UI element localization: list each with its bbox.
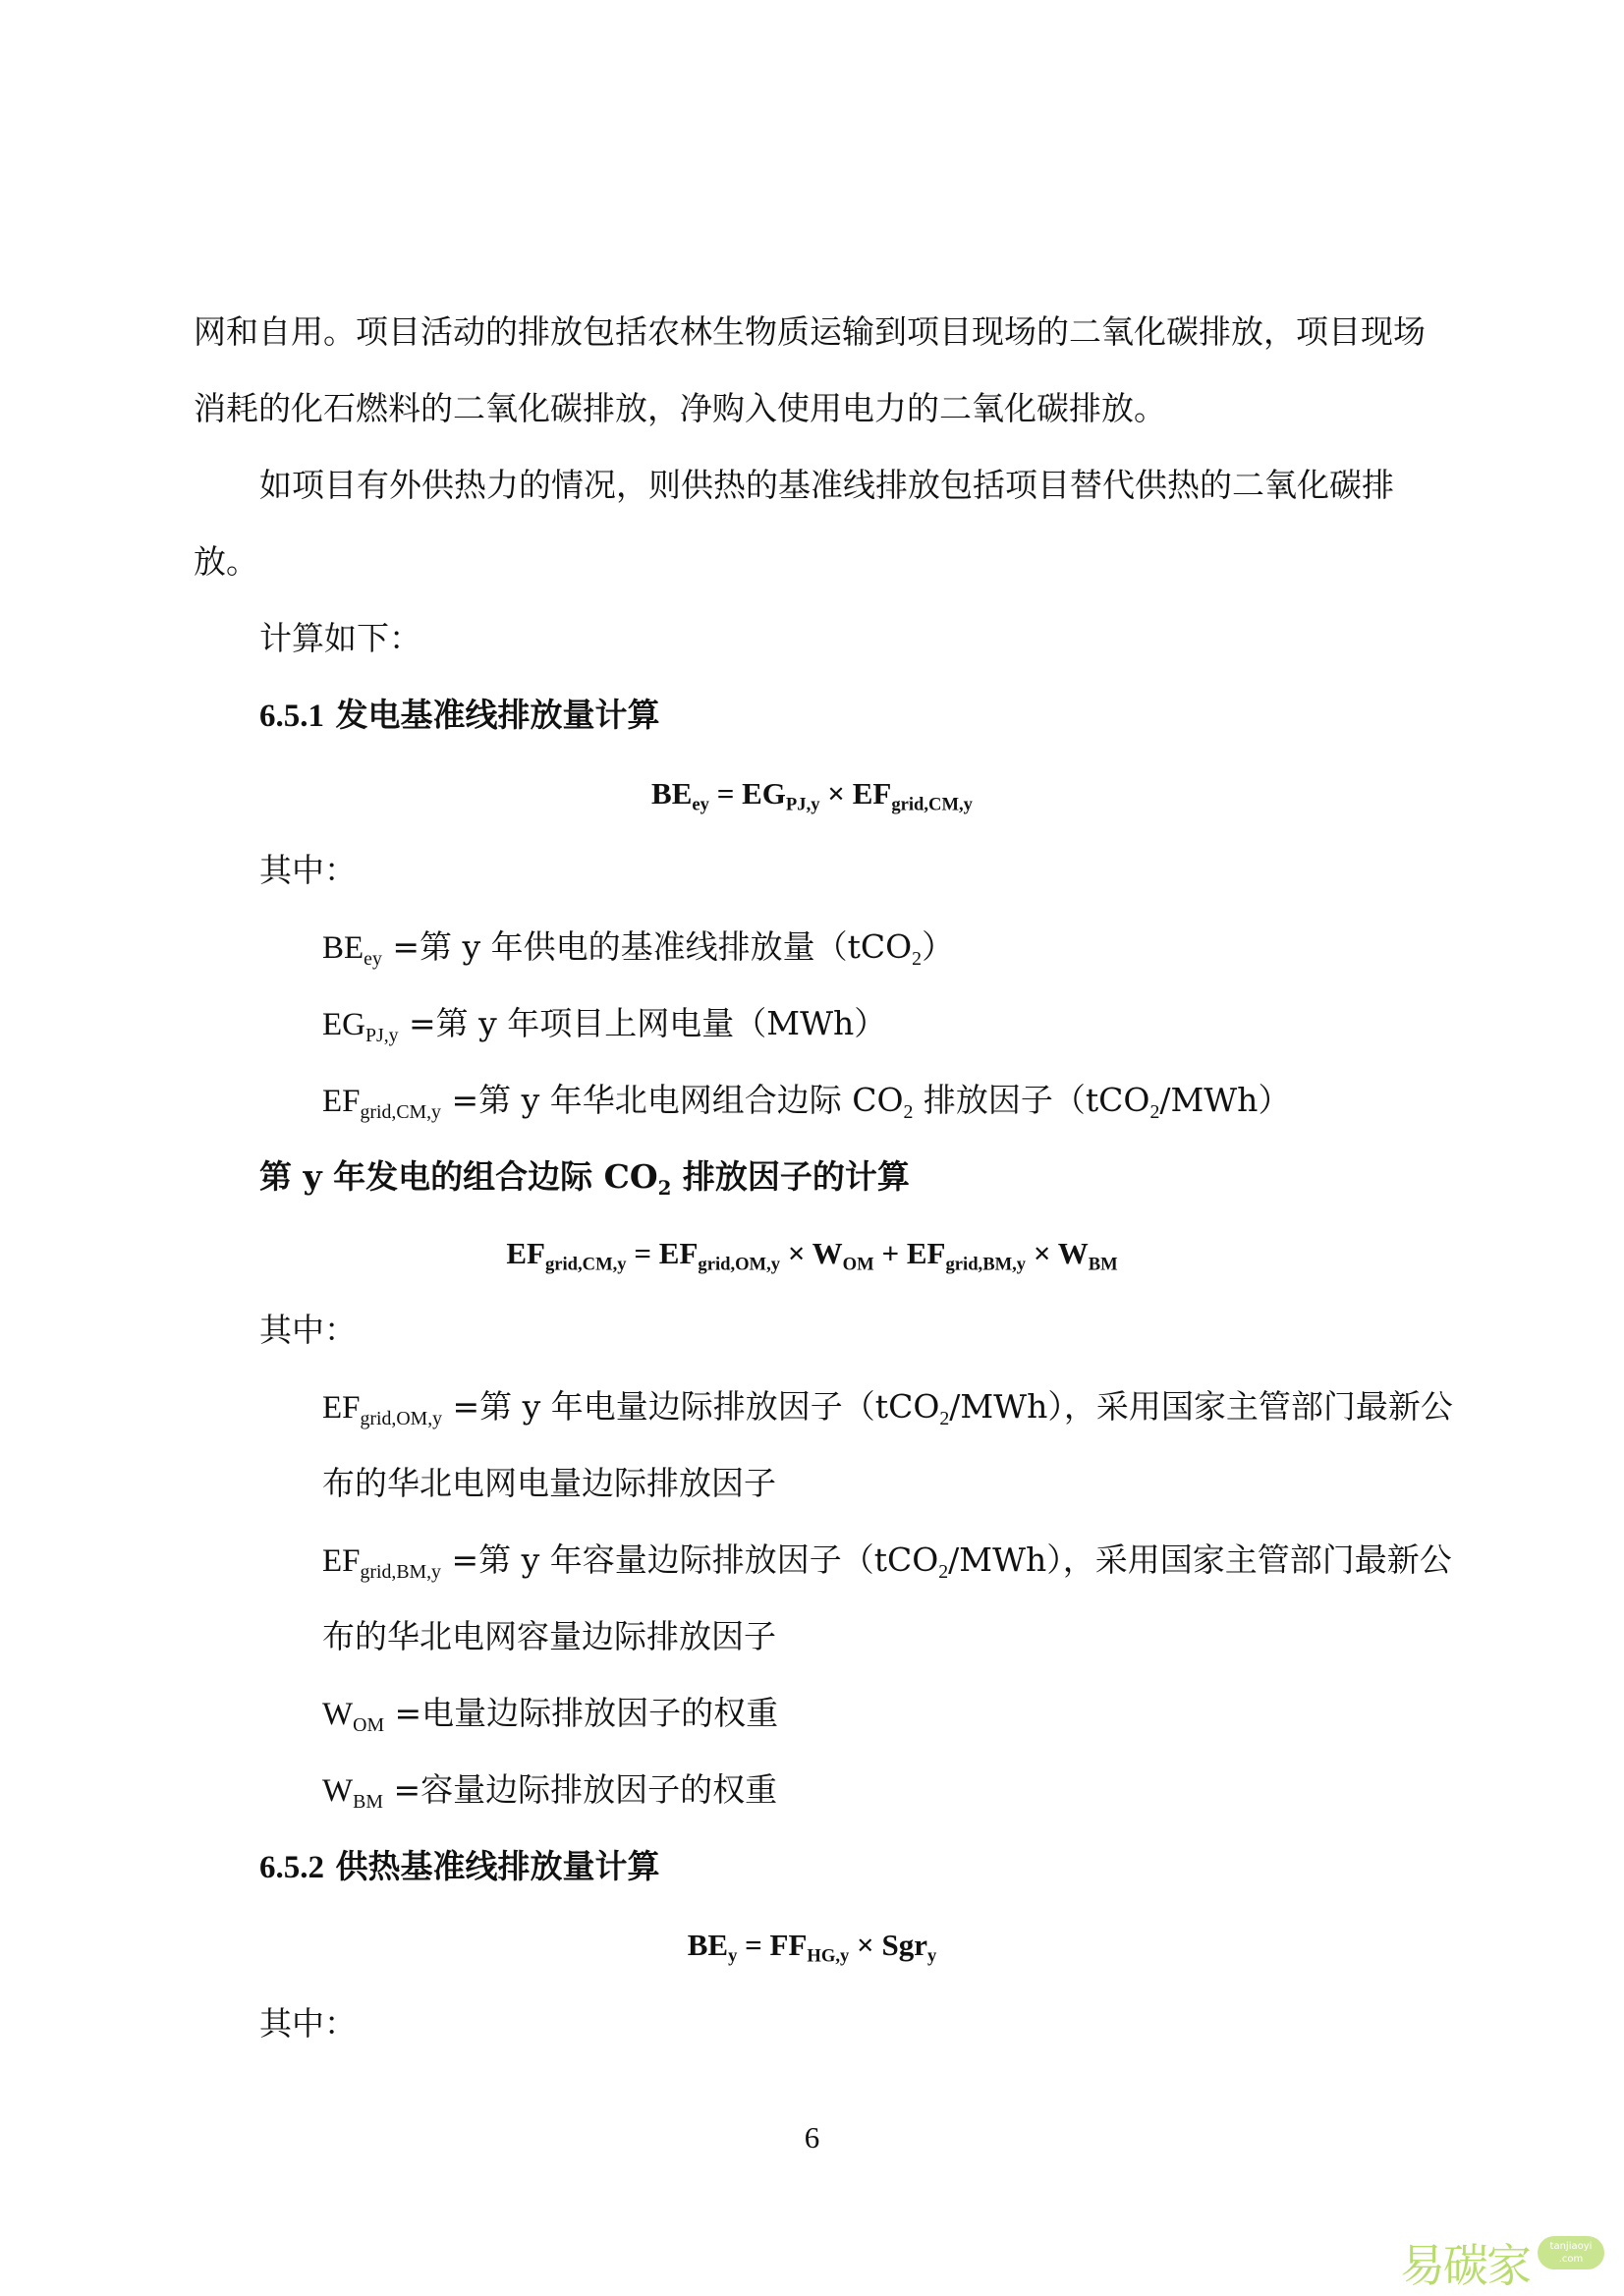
eq-operator: + [873, 1236, 907, 1270]
section-number: 6.5.1 [259, 699, 324, 734]
def-text: =容量边际排放因子的权重 [382, 1770, 778, 1809]
def-subscript: 2 [1149, 1100, 1160, 1123]
eq-subscript: grid,CM,y [544, 1254, 627, 1275]
eq-symbol: EG [742, 776, 786, 811]
watermark-text: 易碳家 [1400, 2239, 1530, 2292]
def-text: /MWh） [1159, 1081, 1291, 1119]
paragraph-line: 放。 [194, 542, 258, 581]
eq-subscript: grid,CM,y [891, 794, 973, 815]
def-subscript: 2 [903, 1100, 914, 1123]
eq-subscript: grid,OM,y [698, 1254, 781, 1275]
definition-eg-pj [322, 1004, 886, 1044]
def-text: 排放因子（tCO [913, 1081, 1150, 1119]
definition-be-ey [322, 927, 954, 968]
def-symbol: W [322, 1697, 354, 1732]
def-subscript: ey [364, 947, 382, 970]
where-label: 其中： [259, 1311, 357, 1349]
equation-be-ey [0, 774, 1624, 813]
def-subscript: 2 [938, 1560, 949, 1583]
paragraph-line: 如项目有外供热力的情况，则供热的基准线排放包括项目替代供热的二氧化碳排 [259, 466, 1394, 504]
eq-operator: × [819, 776, 853, 811]
page-number: 6 [804, 2120, 820, 2155]
eq-operator: = [708, 776, 743, 811]
eq-symbol: Sgr [881, 1928, 927, 1962]
eq-subscript: grid,BM,y [945, 1254, 1027, 1275]
eq-symbol: EF [852, 776, 892, 811]
def-symbol: W [322, 1773, 354, 1809]
def-subscript: grid,OM,y [360, 1407, 443, 1429]
def-text: =电量边际排放因子的权重 [384, 1694, 779, 1732]
def-symbol: EF [322, 1543, 361, 1579]
equation-ef-cm [0, 1234, 1624, 1273]
paragraph-line: 计算如下： [259, 619, 421, 657]
def-text: ） [922, 927, 955, 966]
eq-symbol: EF [906, 1236, 946, 1270]
def-text: =第 y 年容量边际排放因子（tCO [440, 1540, 939, 1579]
eq-symbol: BE [687, 1928, 729, 1962]
def-subscript: grid,BM,y [360, 1560, 441, 1583]
paragraph-line: 网和自用。项目活动的排放包括农林生物质运输到项目现场的二氧化碳排放，项目现场 [194, 312, 1426, 351]
watermark-badge [1538, 2236, 1604, 2269]
definition-ef-om [322, 1387, 1453, 1428]
eq-symbol: W [1057, 1236, 1089, 1270]
def-subscript: PJ,y [365, 1024, 399, 1046]
eq-symbol: W [812, 1236, 843, 1270]
definition-continuation: 布的华北电网电量边际排放因子 [322, 1464, 776, 1502]
def-symbol: BE [322, 930, 364, 966]
section-heading [259, 1847, 660, 1887]
def-subscript: BM [353, 1790, 383, 1813]
subheading-cm-factor [259, 1157, 910, 1200]
equation-be-y [0, 1926, 1624, 1965]
eq-operator: = [626, 1236, 659, 1270]
def-subscript: OM [353, 1713, 385, 1736]
watermark-logo [1400, 2230, 1606, 2292]
where-label: 其中： [259, 851, 357, 889]
def-text: =第 y 年电量边际排放因子（tCO [442, 1387, 940, 1426]
heading-text: 第 y 年发电的组合边际 CO [259, 1157, 658, 1196]
eq-subscript: y [728, 1945, 738, 1967]
eq-subscript: ey [692, 794, 709, 815]
definition-w-bm [322, 1770, 777, 1811]
eq-symbol: EF [658, 1236, 699, 1270]
definition-ef-bm [322, 1540, 1452, 1581]
watermark-badge-bottom: .com [1558, 2254, 1584, 2265]
def-subscript: 2 [939, 1407, 950, 1429]
paragraph-line: 消耗的化石燃料的二氧化碳排放，净购入使用电力的二氧化碳排放。 [194, 389, 1166, 427]
eq-symbol: EF [506, 1236, 545, 1270]
section-title: 发电基准线排放量计算 [335, 696, 660, 734]
heading-text: 排放因子的计算 [671, 1157, 910, 1196]
def-symbol: EG [322, 1007, 365, 1042]
section-heading [259, 696, 660, 736]
eq-subscript: PJ,y [785, 794, 820, 815]
def-subscript: grid,CM,y [360, 1100, 441, 1123]
section-title: 供热基准线排放量计算 [335, 1847, 660, 1885]
eq-subscript: OM [842, 1254, 874, 1275]
eq-subscript: y [926, 1945, 937, 1967]
definition-ef-cm [322, 1081, 1290, 1121]
eq-symbol: BE [651, 776, 693, 811]
eq-subscript: BM [1088, 1254, 1118, 1275]
section-number: 6.5.2 [259, 1850, 324, 1885]
def-text: /MWh），采用国家主管部门最新公 [948, 1540, 1452, 1579]
eq-symbol: FF [769, 1928, 808, 1962]
def-symbol: EF [322, 1390, 361, 1426]
eq-operator: × [1026, 1236, 1058, 1270]
eq-operator: = [737, 1928, 770, 1962]
eq-subscript: HG,y [807, 1945, 850, 1967]
definition-continuation: 布的华北电网容量边际排放因子 [322, 1617, 776, 1655]
def-text: =第 y 年项目上网电量（MWh） [398, 1004, 887, 1042]
heading-subscript: 2 [657, 1175, 672, 1200]
watermark-badge-top: tanjiaoyi [1549, 2241, 1593, 2252]
def-symbol: EF [322, 1084, 361, 1119]
eq-operator: × [780, 1236, 812, 1270]
eq-operator: × [849, 1928, 882, 1962]
def-text: =第 y 年华北电网组合边际 CO [440, 1081, 904, 1119]
def-text: /MWh），采用国家主管部门最新公 [949, 1387, 1453, 1426]
where-label: 其中： [259, 2004, 357, 2043]
def-subscript: 2 [912, 947, 923, 970]
def-text: =第 y 年供电的基准线排放量（tCO [381, 927, 913, 966]
definition-w-om [322, 1694, 778, 1734]
